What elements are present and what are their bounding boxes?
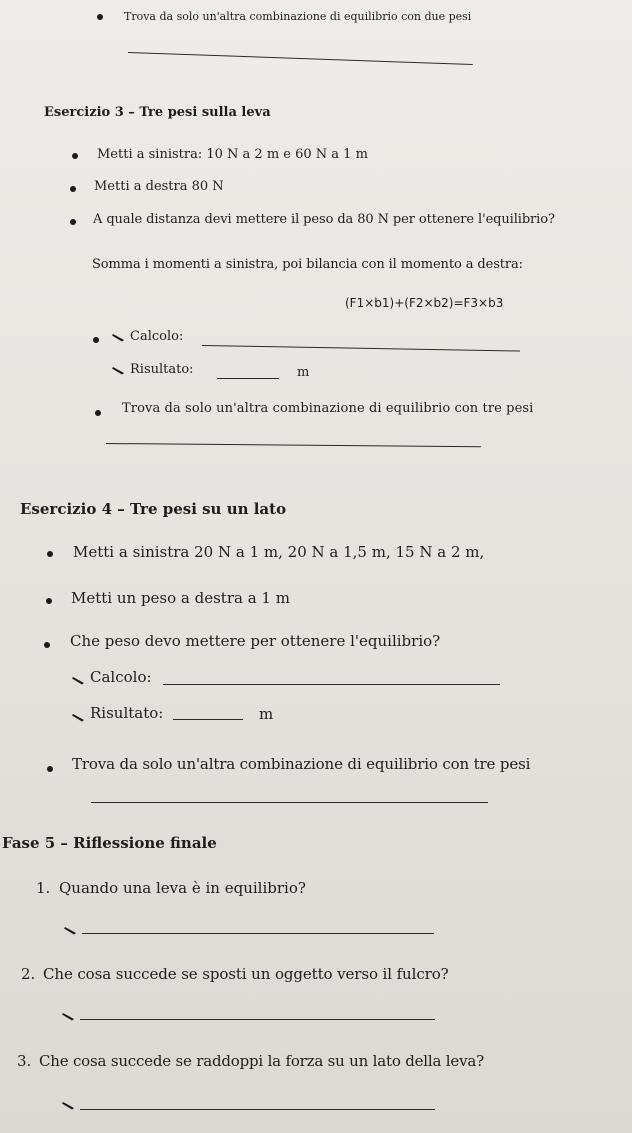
top-bullet-text: Trova da solo un'altra combinazione di equilibrio con due pesi — [124, 10, 472, 23]
exercise3-extra: Trova da solo un'altra combinazione di equilibrio con tre pesi — [122, 401, 534, 416]
bullet — [93, 337, 99, 343]
exercise4-result-label: Risultato: — [90, 704, 164, 722]
question-number: 2. — [21, 965, 36, 983]
exercise3-result-unit: m — [297, 365, 310, 380]
exercise3-right: Metti a destra 80 N — [94, 179, 224, 194]
exercise4-calc-label: Calcolo: — [90, 668, 152, 686]
exercise4-extra: Trova da solo un'altra combinazione di equilibrio con tre pesi — [72, 755, 531, 773]
exercise4-title: Esercizio 4 – Tre pesi su un lato — [20, 500, 287, 518]
bullet — [70, 219, 76, 225]
exercise3-result-label: Risultato: — [130, 362, 194, 377]
bullet — [97, 14, 103, 20]
calc-answer-line[interactable] — [163, 684, 500, 685]
bullet — [72, 153, 78, 159]
exercise3-hint: Somma i momenti a sinistra, poi bilancia con il momento a destra: — [92, 257, 523, 272]
exercise3-left: Metti a sinistra: 10 N a 2 m e 60 N a 1 m — [97, 147, 368, 162]
result-answer-line[interactable] — [217, 378, 279, 379]
question-number: 1. — [36, 879, 51, 897]
phase5-title: Fase 5 – Riflessione finale — [2, 834, 217, 852]
pencil-icon — [62, 1012, 76, 1021]
bullet — [70, 186, 76, 192]
answer-line[interactable] — [80, 1019, 435, 1020]
extra-answer-line[interactable] — [106, 443, 481, 447]
answer-line[interactable] — [80, 1109, 435, 1110]
exercise3-question: A quale distanza devi mettere il peso da 80 N per ottenere l'equilibrio? — [93, 212, 555, 227]
pencil-icon — [112, 366, 126, 375]
question-text: Quando una leva è in equilibrio? — [59, 879, 306, 897]
pencil-icon — [72, 676, 86, 685]
bullet — [95, 410, 101, 416]
exercise4-right: Metti un peso a destra a 1 m — [71, 589, 290, 607]
exercise3-title: Esercizio 3 – Tre pesi sulla leva — [44, 105, 271, 120]
calc-answer-line[interactable] — [202, 345, 520, 352]
exercise3-formula: (F1×b1)+(F2×b2)=F3×b3 — [345, 296, 504, 310]
question-text: Che cosa succede se raddoppi la forza su un lato della leva? — [39, 1052, 484, 1070]
question-number: 3. — [17, 1052, 32, 1070]
question-text: Che cosa succede se sposti un oggetto verso il fulcro? — [43, 965, 449, 983]
bullet — [46, 598, 52, 604]
answer-line[interactable] — [82, 933, 434, 934]
bullet — [44, 642, 50, 648]
extra-answer-line[interactable] — [91, 802, 488, 803]
exercise4-result-unit: m — [259, 705, 274, 723]
bullet — [47, 551, 53, 557]
result-answer-line[interactable] — [173, 719, 243, 720]
exercise3-calc-label: Calcolo: — [130, 329, 184, 344]
answer-line[interactable] — [128, 52, 473, 65]
exercise4-question: Che peso devo mettere per ottenere l'equilibrio? — [70, 632, 441, 650]
pencil-icon — [112, 333, 126, 342]
pencil-icon — [72, 713, 86, 722]
pencil-icon — [64, 926, 78, 935]
pencil-icon — [62, 1101, 76, 1110]
exercise4-left: Metti a sinistra 20 N a 1 m, 20 N a 1,5 m, 15 N a 2 m, — [73, 543, 485, 561]
bullet — [47, 766, 53, 772]
